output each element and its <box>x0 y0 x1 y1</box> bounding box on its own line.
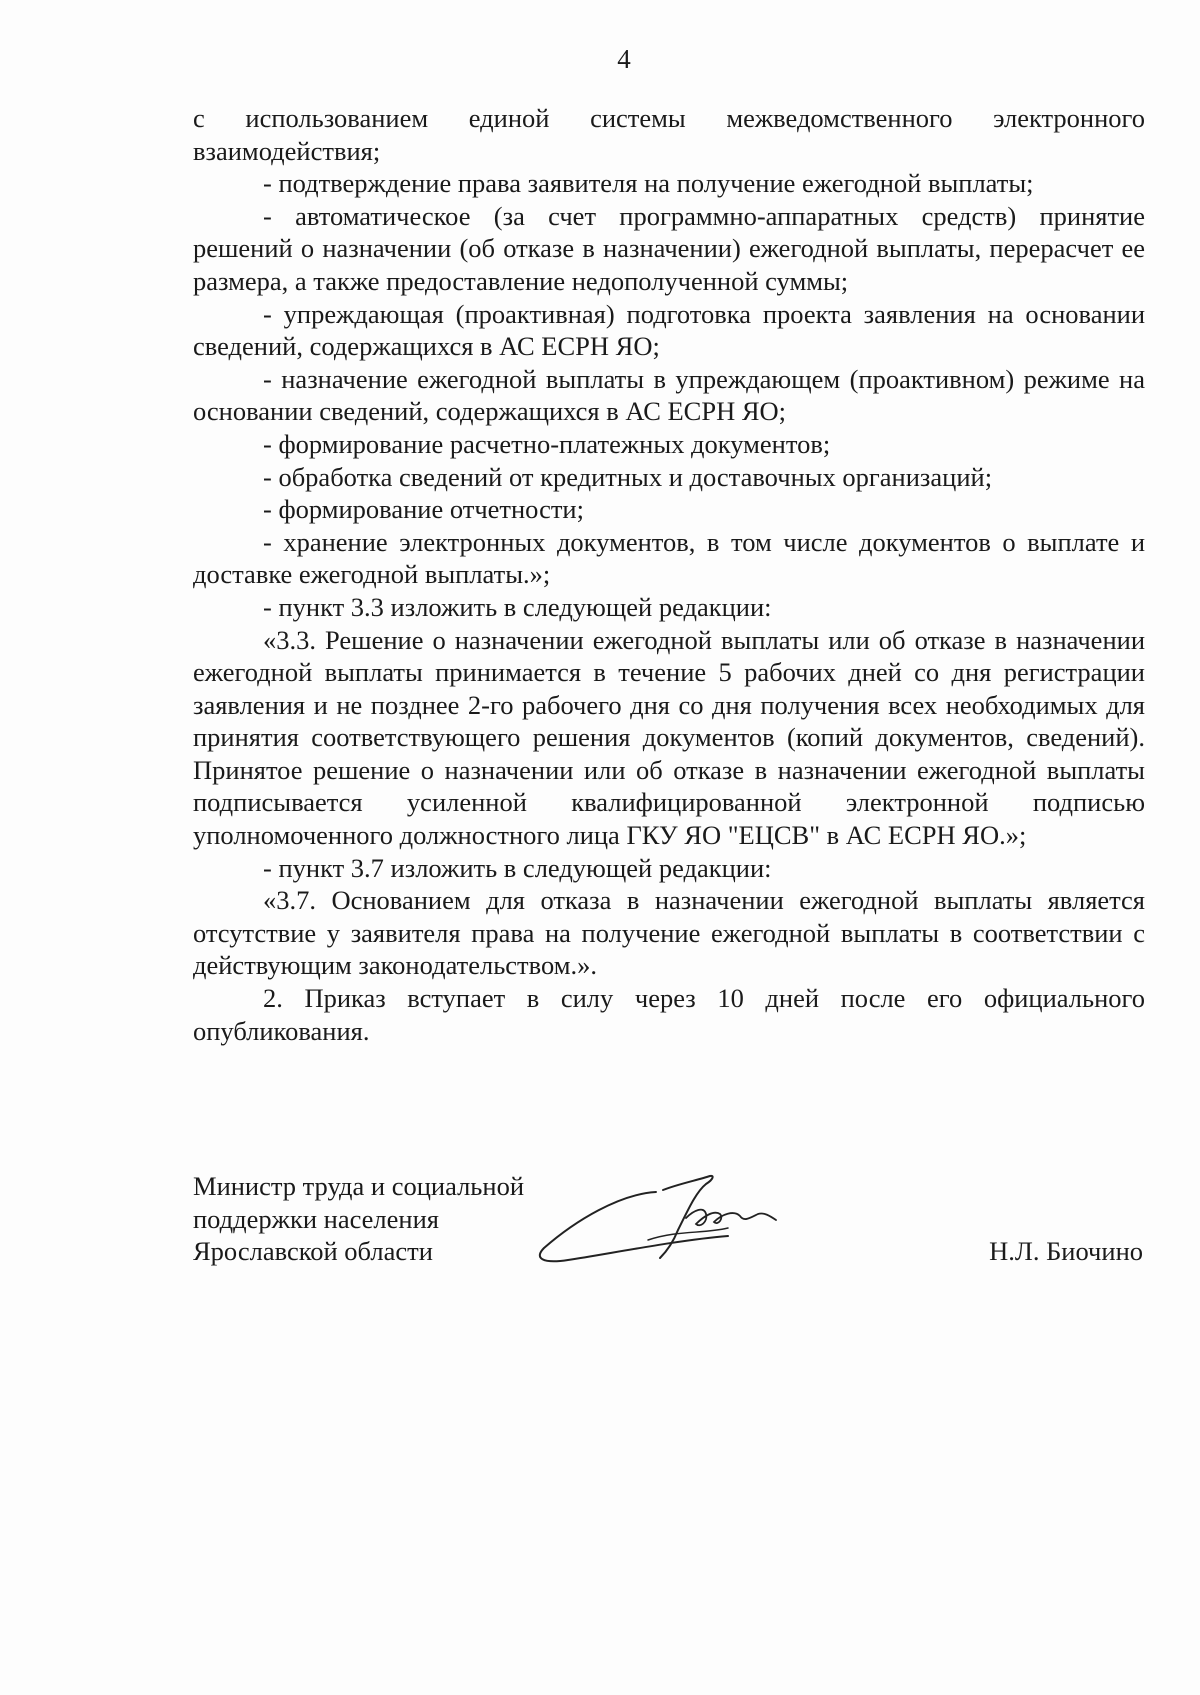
paragraph: - хранение электронных документов, в том числе документов о выплате и доставке ежегодной выплаты.»; <box>193 526 1145 590</box>
paragraph: с использованием единой системы межведомственного электронного взаимодействия; <box>193 103 1145 166</box>
paragraph: 2. Приказ вступает в силу через 10 дней после его официального опубликования. <box>193 983 1145 1046</box>
paragraph: «3.3. Решение о назначении ежегодной выплаты или об отказе в назначении ежегодной выплаты принимается в течение 5 рабочих дней со дня регистрации заявления и не позднее 2-го рабочего дня со дня получения всех необходимых для принятия соответствующего решения документов (копий документов, сведений). Принятое решение о назначении или об отказе в назначении ежегодной выплаты подписывается усиленной квалифицированной электронной подписью уполномоченного должностного лица ГКУ ЯО "ЕЦСВ" в АС ЕСРН ЯО.»; <box>193 624 1145 851</box>
paragraph: - формирование расчетно-платежных документов; <box>263 428 831 459</box>
document-body <box>193 102 1145 1047</box>
paragraph: - назначение ежегодной выплаты в упреждающем (проактивном) режиме на основании сведений, содержащихся в АС ЕСРН ЯО; <box>193 363 1145 427</box>
paragraph: - упреждающая (проактивная) подготовка проекта заявления на основании сведений, содержащихся в АС ЕСРН ЯО; <box>193 298 1145 362</box>
paragraph: - подтверждение права заявителя на получение ежегодной выплаты; <box>263 168 1034 199</box>
signer-position-line: Министр труда и социальной <box>193 1171 525 1201</box>
page-number: 4 <box>617 44 631 74</box>
signer-name: Н.Л. Биочино <box>989 1236 1143 1266</box>
paragraph: - пункт 3.3 изложить в следующей редакции: <box>263 591 772 622</box>
signer-position-line: поддержки населения <box>193 1203 439 1234</box>
paragraph: «3.7. Основанием для отказа в назначении ежегодной выплаты является отсутствие у заявителя права на получение ежегодной выплаты в соответствии с действующим законодательством.». <box>193 885 1145 981</box>
signer-position-line: Ярославской области <box>193 1236 433 1266</box>
paragraph: - автоматическое (за счет программно-аппаратных средств) принятие решений о назначении (об отказе в назначении) ежегодной выплаты, перерасчет ее размера, а также предоставление недополученной суммы; <box>193 200 1145 296</box>
paragraph: - обработка сведений от кредитных и доставочных организаций; <box>263 461 993 492</box>
signature-block <box>193 1170 1145 1268</box>
handwritten-signature <box>528 1170 788 1280</box>
paragraph: - пункт 3.7 изложить в следующей редакции: <box>263 852 772 883</box>
paragraph: - формирование отчетности; <box>263 494 584 525</box>
